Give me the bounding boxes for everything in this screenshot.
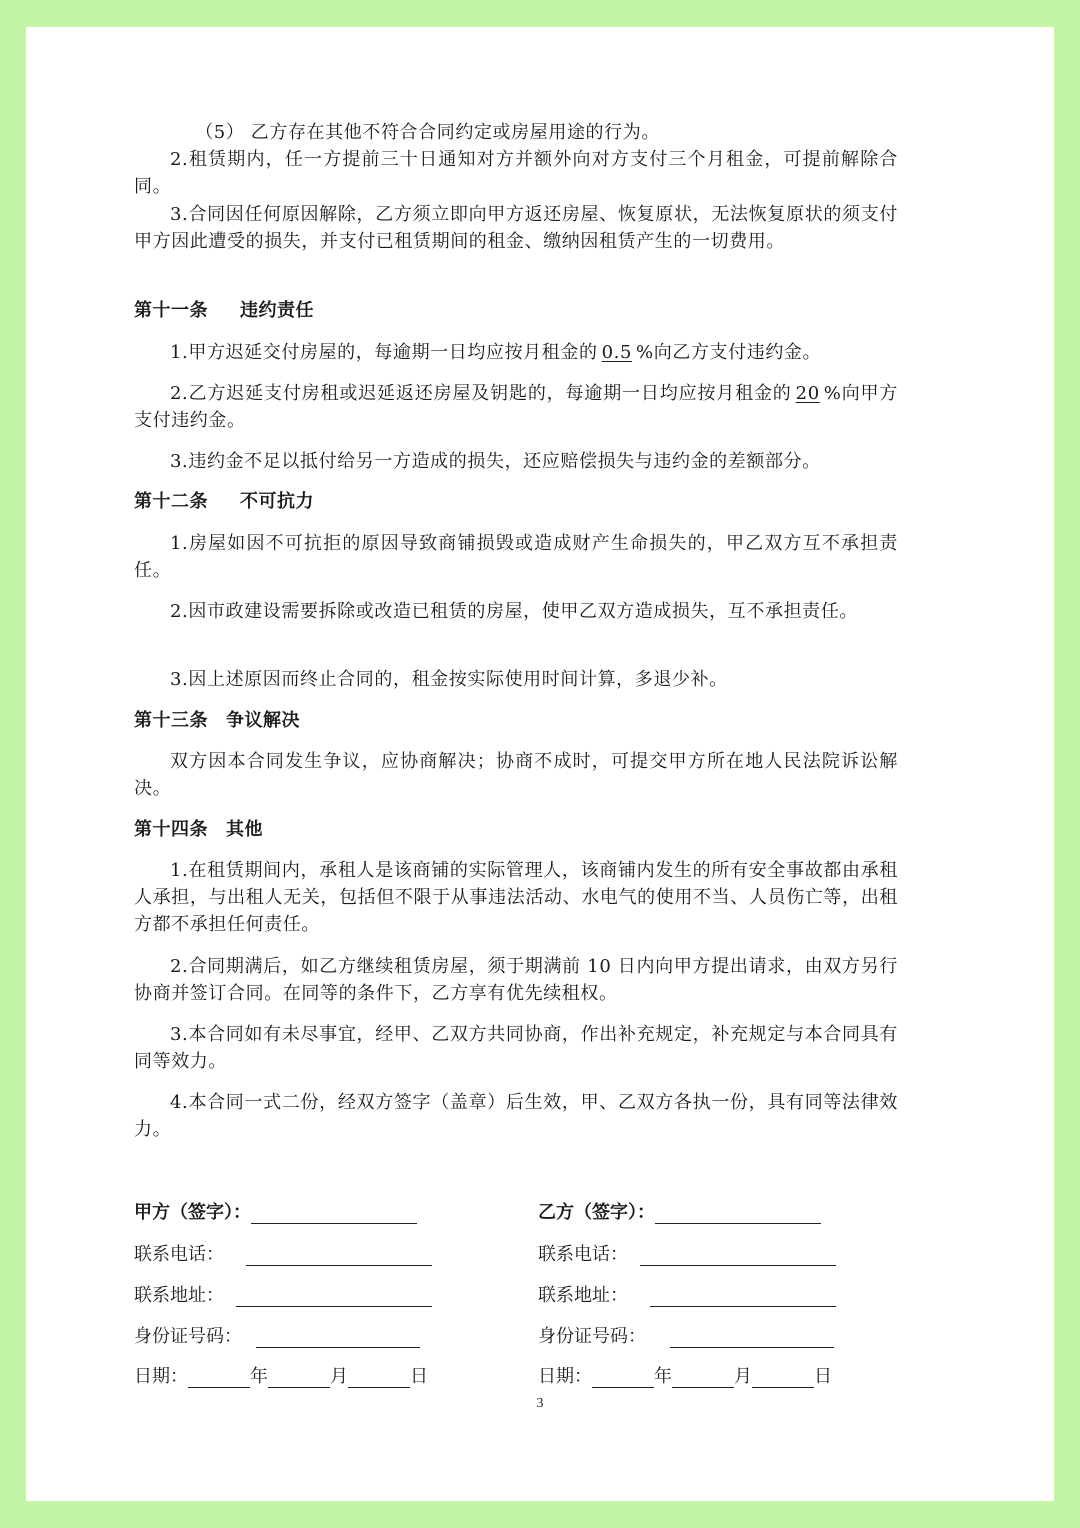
penalty-rate: 20 (795, 383, 820, 404)
party-b-id-label: 身份证号码： (538, 1326, 646, 1347)
page-number: 3 (536, 1396, 544, 1411)
party-a-year-line[interactable] (188, 1367, 250, 1388)
article-title: 争议解决 (226, 710, 300, 731)
penalty-rate: 0.5 (601, 342, 633, 363)
article-14-clause-4: 4.本合同一式二份，经双方签字（盖章）后生效，甲、乙双方各执一份，具有同等法律效力。 (134, 1092, 898, 1140)
article-number: 第十四条 (134, 819, 208, 840)
article-12-heading (134, 488, 314, 515)
article-12-clause-1: 1.房屋如因不可抗拒的原因导致商铺损毁或造成财产生命损失的，甲乙双方互不承担责任。 (134, 533, 898, 581)
article-14-heading (134, 816, 263, 843)
party-b-sign-label: 乙方（签字）： (538, 1202, 655, 1223)
party-a-id-line[interactable] (256, 1327, 420, 1348)
article-13-clause-1: 双方因本合同发生争议，应协商解决；协商不成时，可提交甲方所在地人民法院诉讼解决。 (134, 751, 898, 799)
clause-item-5: （5） 乙方存在其他不符合合同约定或房屋用途的行为。 (195, 122, 660, 143)
signature-row (134, 1198, 898, 1226)
month-label: 月 (734, 1366, 752, 1387)
article-11-clause-1 (134, 339, 898, 366)
party-b-phone-label: 联系电话： (538, 1244, 628, 1265)
article-number: 第十二条 (134, 491, 208, 512)
party-b-address-line[interactable] (650, 1286, 836, 1307)
article-12-clause-2: 2.因市政建设需要拆除或改造已租赁的房屋，使甲乙双方造成损失，互不承担责任。 (170, 601, 858, 622)
article-title: 其他 (226, 819, 263, 840)
article-13-heading (134, 707, 300, 734)
year-label: 年 (654, 1366, 672, 1387)
month-label: 月 (330, 1366, 348, 1387)
article-title: 违约责任 (240, 300, 314, 321)
party-b-date-label: 日期： (538, 1366, 592, 1387)
party-b-id-line[interactable] (670, 1327, 834, 1348)
article-11-clause-3: 3.违约金不足以抵付给另一方造成的损失，还应赔偿损失与违约金的差额部分。 (170, 451, 821, 472)
party-b-phone-line[interactable] (640, 1245, 836, 1266)
clause-text: %向乙方支付违约金。 (636, 342, 822, 363)
party-a-day-line[interactable] (348, 1367, 410, 1388)
termination-clause-3: 3.合同因任何原因解除，乙方须立即向甲方返还房屋、恢复原状，无法恢复原状的须支付甲方因此遭受的损失，并支付已租赁期间的租金、缴纳因租赁产生的一切费用。 (134, 204, 898, 252)
date-row (134, 1362, 898, 1390)
party-a-phone-line[interactable] (246, 1245, 432, 1266)
article-14-clause-3: 3.本合同如有未尽事宜，经甲、乙双方共同协商，作出补充规定，补充规定与本合同具有同等效力。 (134, 1024, 898, 1072)
article-14-clause-1: 1.在租赁期间内，承租人是该商铺的实际管理人，该商铺内发生的所有安全事故都由承租人承担，与出租人无关，包括但不限于从事违法活动、水电气的使用不当、人员伤亡等，出租方都不承担任何责任。 (134, 860, 898, 935)
party-a-month-line[interactable] (268, 1367, 330, 1388)
article-number: 第十一条 (134, 300, 208, 321)
party-b-month-line[interactable] (672, 1367, 734, 1388)
phone-row (134, 1240, 898, 1268)
address-row (134, 1281, 898, 1309)
clause-text: 1.甲方迟延交付房屋的，每逾期一日均应按月租金的 (170, 342, 598, 363)
party-b-sign-line[interactable] (655, 1203, 821, 1224)
day-label: 日 (814, 1366, 832, 1387)
id-number-row (134, 1322, 898, 1350)
year-label: 年 (250, 1366, 268, 1387)
day-label: 日 (410, 1366, 428, 1387)
article-11-clause-2 (134, 380, 898, 434)
article-14-clause-2: 2.合同期满后，如乙方继续租赁房屋，须于期满前 10 日内向甲方提出请求，由双方另行协商并签订合同。在同等的条件下，乙方享有优先续租权。 (134, 956, 898, 1004)
article-title: 不可抗力 (240, 491, 314, 512)
party-b-address-label: 联系地址： (538, 1285, 628, 1306)
party-a-date-label: 日期： (134, 1366, 188, 1387)
party-b-day-line[interactable] (752, 1367, 814, 1388)
party-a-sign-line[interactable] (251, 1203, 417, 1224)
party-a-id-label: 身份证号码： (134, 1326, 242, 1347)
article-12-clause-3: 3.因上述原因而终止合同的，租金按实际使用时间计算，多退少补。 (170, 669, 728, 690)
article-number: 第十三条 (134, 710, 208, 731)
clause-text: %向甲方支付违约金。 (134, 383, 898, 431)
article-11-heading (134, 297, 314, 324)
party-a-sign-label: 甲方（签字）： (134, 1202, 251, 1223)
party-a-address-line[interactable] (236, 1286, 432, 1307)
party-a-address-label: 联系地址： (134, 1285, 224, 1306)
termination-clause-2: 2.租赁期内，任一方提前三十日通知对方并额外向对方支付三个月租金，可提前解除合同。 (134, 149, 898, 197)
clause-text: 2.乙方迟延支付房租或迟延返还房屋及钥匙的，每逾期一日均应按月租金的 (170, 383, 792, 404)
party-a-phone-label: 联系电话： (134, 1244, 224, 1265)
party-b-year-line[interactable] (592, 1367, 654, 1388)
